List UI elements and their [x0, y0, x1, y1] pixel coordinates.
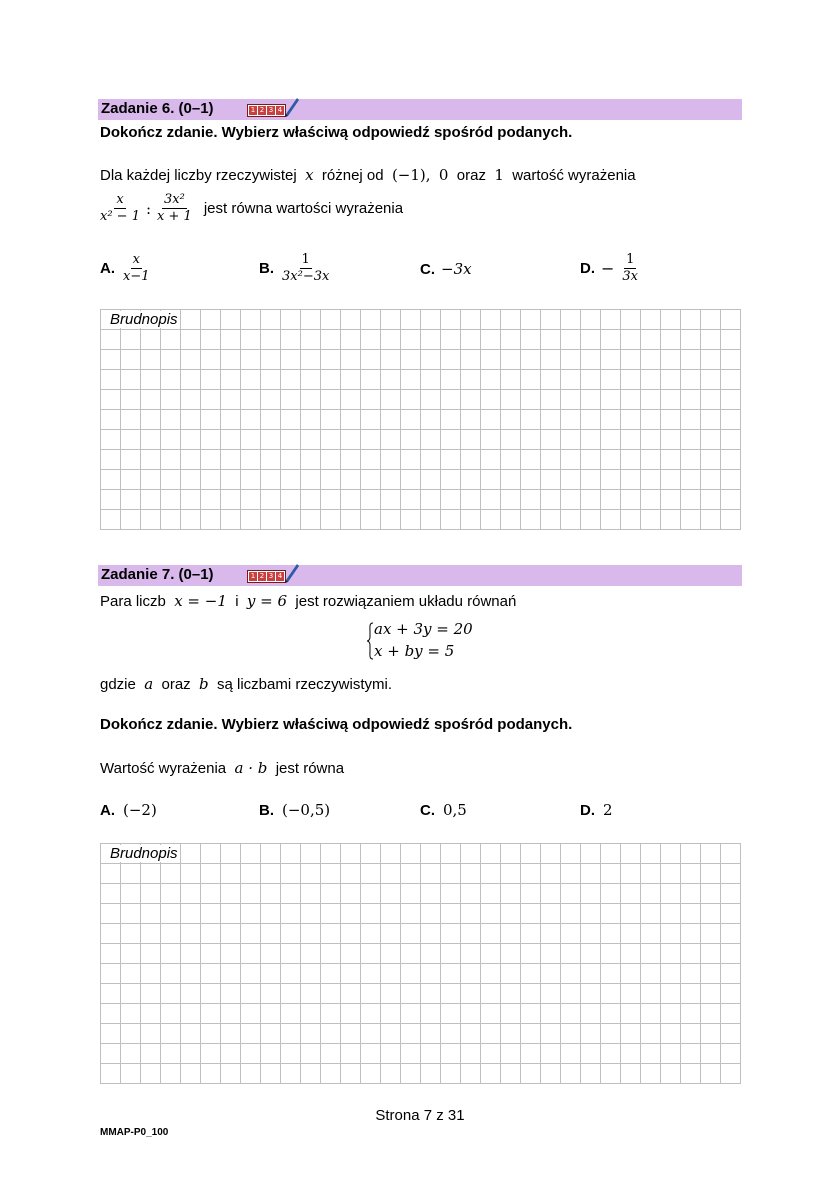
- text: i: [235, 593, 239, 610]
- option-label: A.: [100, 260, 115, 277]
- scratch-label: Brudnopis: [110, 845, 178, 862]
- task6-expression: [98, 192, 403, 225]
- numerator: x: [116, 192, 124, 207]
- task7-variables-note: [100, 675, 392, 693]
- task6-scratch-grid[interactable]: [100, 309, 741, 530]
- fraction: [121, 252, 152, 285]
- pen-icon: [283, 561, 301, 583]
- text: Wartość wyrażenia: [100, 760, 227, 777]
- badge-digit: 3: [268, 106, 274, 114]
- fraction: [620, 252, 640, 285]
- value: 1: [494, 166, 504, 184]
- task7-statement: [100, 592, 516, 610]
- badge-digit: 1: [250, 106, 256, 114]
- option-value: 0,5: [443, 801, 467, 819]
- text: są liczbami rzeczywistymi.: [216, 676, 393, 693]
- text: Dla każdej liczby rzeczywistej: [100, 167, 297, 184]
- option-value: (−2): [123, 801, 157, 819]
- text: różnej od: [321, 167, 384, 184]
- denominator: x² − 1: [100, 209, 140, 224]
- task7-title: Zadanie 7. (0–1): [101, 566, 214, 583]
- value: (−1),: [391, 166, 431, 184]
- text: oraz: [161, 676, 191, 693]
- task6-skill-badge: [247, 104, 286, 117]
- equation-1: ax + 3y = 20: [374, 620, 473, 638]
- task6-option-b[interactable]: [259, 252, 331, 285]
- numerator: 1: [301, 252, 310, 267]
- task6-title: Zadanie 6. (0–1): [101, 100, 214, 117]
- fraction: [155, 192, 194, 225]
- badge-digit: 2: [259, 572, 265, 580]
- badge-digit: 1: [250, 572, 256, 580]
- badge-digit: 2: [259, 106, 265, 114]
- page-number: Strona 7 z 31: [375, 1107, 465, 1124]
- option-label: D.: [580, 260, 595, 277]
- task7-option-b[interactable]: [259, 801, 330, 819]
- minus-sign: −: [601, 259, 615, 278]
- pen-icon: [283, 95, 301, 117]
- denominator: x−1: [123, 269, 150, 284]
- left-brace-icon: [366, 622, 374, 660]
- fraction: [98, 192, 142, 225]
- option-label: C.: [420, 260, 435, 278]
- numerator: 3x²: [164, 192, 185, 207]
- colon: :: [145, 199, 152, 218]
- task7-option-a[interactable]: [100, 801, 157, 819]
- option-label: A.: [100, 801, 115, 819]
- option-value: −3x: [441, 260, 472, 278]
- option-value: (−0,5): [282, 801, 331, 819]
- badge-digit: 4: [277, 106, 283, 114]
- var-x: x: [305, 166, 314, 184]
- denominator: x + 1: [157, 209, 192, 224]
- task7-option-c[interactable]: [420, 801, 467, 819]
- fraction: [280, 252, 331, 285]
- denominator: 3x²−3x: [282, 269, 330, 284]
- task6-option-c[interactable]: [420, 260, 472, 278]
- equation-2: x + by = 5: [374, 642, 455, 660]
- text: jest równa: [275, 760, 345, 777]
- option-label: D.: [580, 801, 595, 819]
- task6-option-a[interactable]: [100, 252, 152, 285]
- task7-scratch-grid[interactable]: [100, 843, 741, 1084]
- denominator: 3x: [622, 269, 639, 284]
- text: oraz: [456, 167, 486, 184]
- task7-option-d[interactable]: [580, 801, 613, 819]
- condition-x: x = −1: [174, 592, 227, 610]
- badge-digit: 4: [277, 572, 283, 580]
- text: jest rozwiązaniem układu równań: [295, 593, 517, 610]
- task6-instruction: Dokończ zdanie. Wybierz właściwą odpowiedź spośród podanych.: [100, 124, 573, 141]
- expression-ab: a · b: [234, 759, 268, 777]
- text: jest równa wartości wyrażenia: [203, 200, 404, 217]
- numerator: x: [132, 252, 140, 267]
- var-b: b: [199, 675, 209, 693]
- task6-statement: [100, 166, 636, 184]
- text: gdzie: [100, 676, 136, 693]
- scratch-label: Brudnopis: [110, 311, 178, 328]
- var-a: a: [144, 675, 154, 693]
- task6-option-d[interactable]: [580, 252, 640, 285]
- option-label: C.: [420, 801, 435, 819]
- task7-question: [100, 759, 344, 777]
- option-label: B.: [259, 260, 274, 277]
- text: wartość wyrażenia: [512, 167, 636, 184]
- value: 0: [438, 166, 449, 184]
- badge-digit: 3: [268, 572, 274, 580]
- task7-instruction: Dokończ zdanie. Wybierz właściwą odpowiedź spośród podanych.: [100, 716, 573, 733]
- condition-y: y = 6: [246, 592, 288, 610]
- document-code: MMAP-P0_100: [100, 1127, 169, 1138]
- option-value: 2: [603, 801, 613, 819]
- task7-skill-badge: [247, 570, 286, 583]
- option-label: B.: [259, 801, 274, 819]
- numerator: 1: [626, 252, 635, 267]
- equation-system: [366, 620, 506, 662]
- text: Para liczb: [100, 593, 166, 610]
